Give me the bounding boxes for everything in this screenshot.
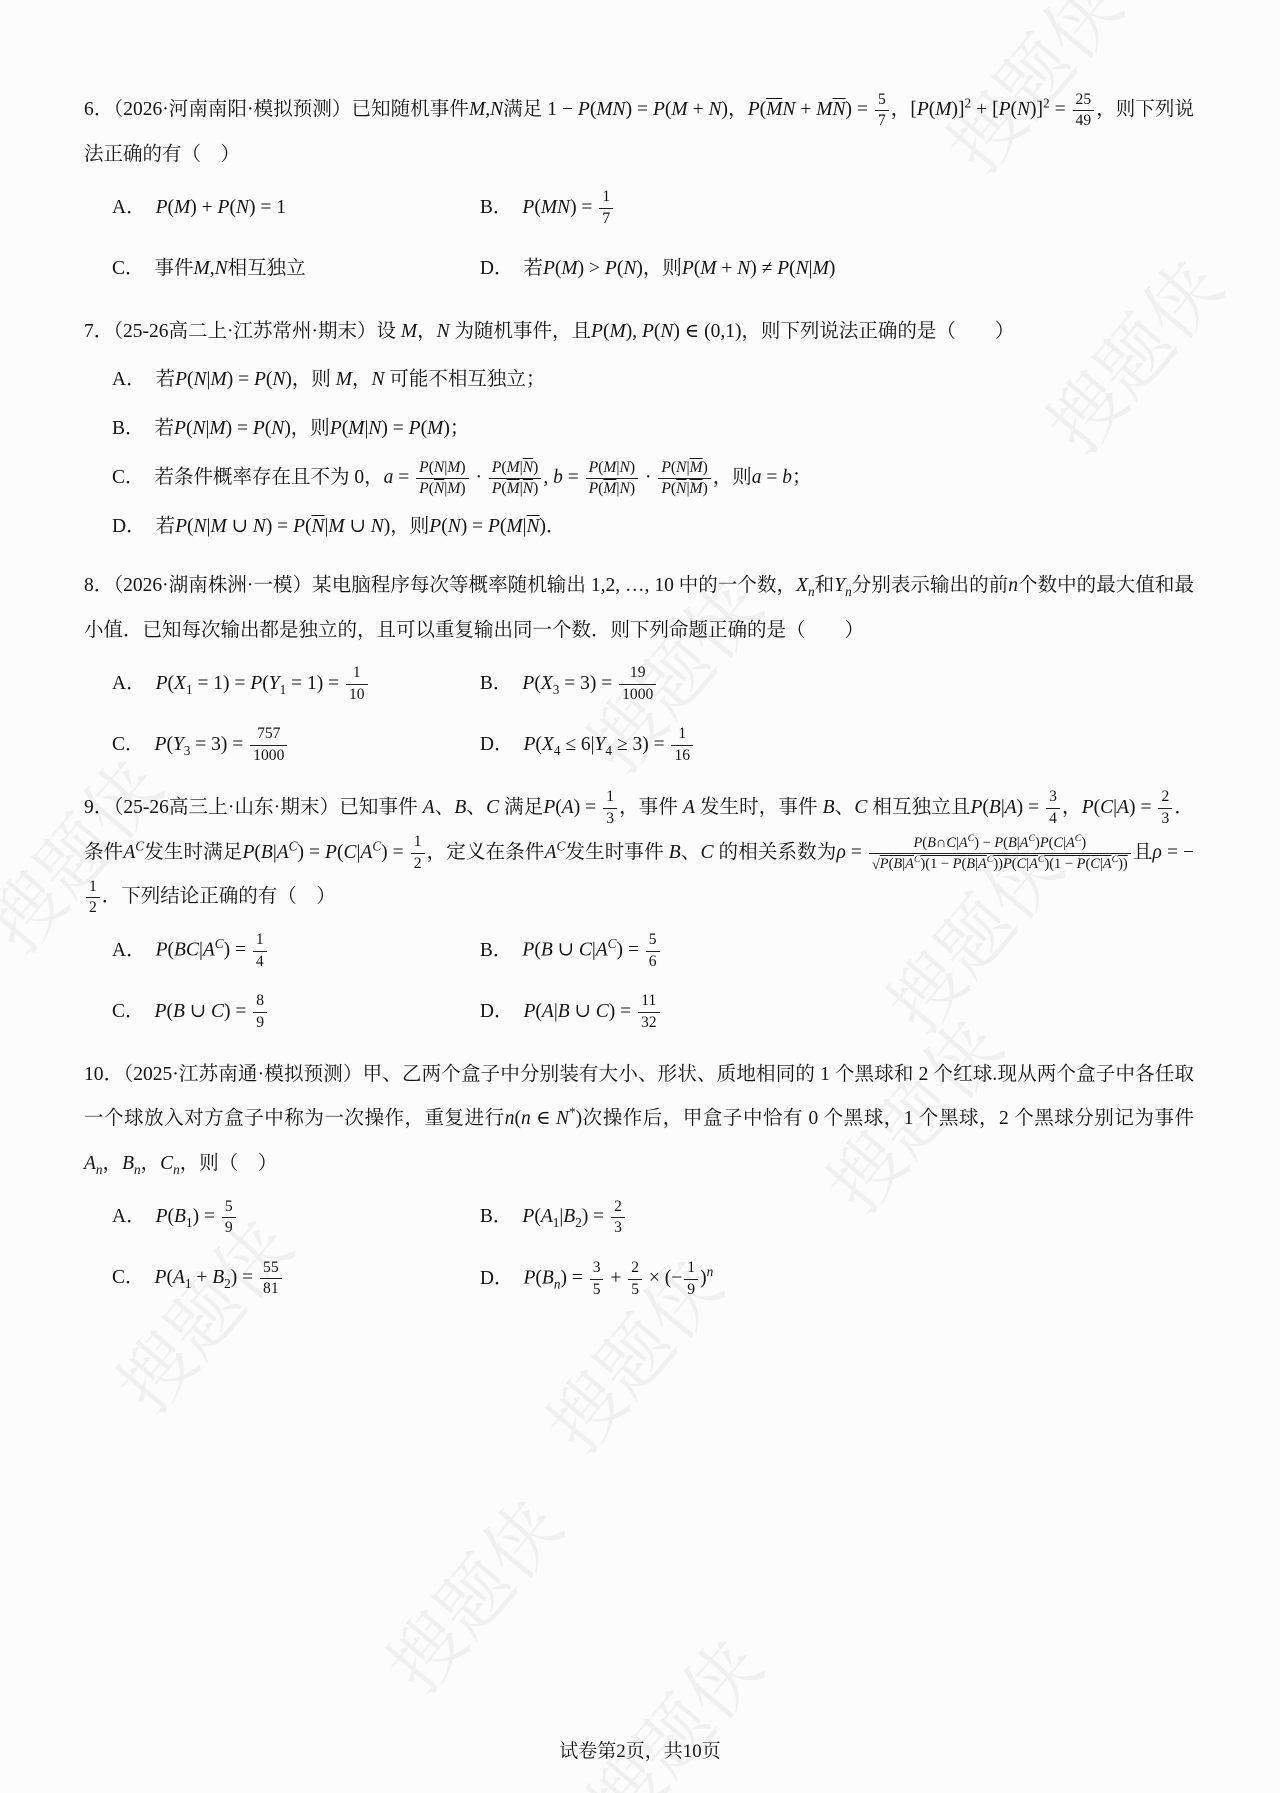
option-label: C． bbox=[112, 257, 145, 279]
option-A: A． $P(B_1)$ = $\frac{5}{9}$ bbox=[112, 1189, 480, 1246]
option-label: C． bbox=[112, 467, 145, 489]
option-label: C． bbox=[112, 1000, 145, 1022]
option-C: C． $P(Y_3 = 3)$ = $\frac{757}{1000}$ bbox=[112, 717, 480, 774]
option-C: C． 若条件概率存在且不为 0，a = $\frac{P(N|M)}{P(\overline{N}|M)}$ · $\frac{P(M|\overline{N})}{P(\overline{M}|\overline{N})}$ , b = $\frac{P(M|N)}{P(\overline{M}|N)}$ · $\frac{P(N|\overline{M})}{P(\overline{N}|\overline{M})}$ ，则a = b； bbox=[112, 458, 812, 498]
question-7 bbox=[84, 310, 1194, 553]
option-label: A． bbox=[112, 672, 146, 694]
option-label: B． bbox=[479, 196, 513, 218]
question-stem: 9．（25-26高三上·山东·期末）已知事件 A、B、C 满足P(A) = $\frac{1}{3}$ ，事件 A 发生时，事件 B、C 相互独立且P(B|A) = $\frac{3}{4}$ ，P(C|A) = $\frac{2}{3}$ ．条件$A^C$发生时满足$P(B|A^C) = P(C|A^C)$ = $\frac{1}{2}$ ，定义在条件$A^C$发生时事件 B、C 的相关系数为ρ = $\frac{P(B\cap C|A^C) - P(B|A^C)P(C|A^C)}{√P(B|A^C)(1 - P(B|A^C))P(C|A^C)(1 - P(C|A^C))}$ 且ρ = − $\frac{1}{2}$ ．下列结论正确的有（ ） bbox=[84, 788, 1194, 917]
option-C: C． $P(A_1 + B_2)$ = $\frac{55}{81}$ bbox=[112, 1250, 480, 1307]
watermark bbox=[559, 1614, 783, 1793]
option-label: D． bbox=[479, 1267, 514, 1289]
option-D: D． 若P(M) > P(N)，则P(M + N) ≠ P(N|M) bbox=[479, 257, 836, 279]
question-8 bbox=[84, 564, 1194, 774]
option-label: D． bbox=[479, 733, 514, 755]
question-stem: 8．（2026·湖南株洲·一模）某电脑程序每次等概率随机输出 1,2, …, 10 中的一个数，$X_n$和$Y_n$分别表示输出的前n个数中的最大值和最小值．已知每次输出都是独立的，且可以重复输出同一个数．则下列命题正确的是（ ） bbox=[84, 575, 1194, 641]
option-B: B． 若P(N|M) = P(N)，则P(M|N) = P(M)； bbox=[112, 418, 470, 440]
option-C: C． 事件M,N相互独立 bbox=[112, 257, 306, 279]
option-label: D． bbox=[112, 516, 146, 538]
options-group bbox=[112, 922, 1194, 1040]
options-group bbox=[112, 356, 1194, 552]
option-label: D． bbox=[479, 1000, 514, 1022]
option-label: A． bbox=[112, 196, 146, 218]
option-A: A． $P(X_1 = 1) = P(Y_1 = 1)$ = $\frac{1}{10}$ bbox=[112, 656, 480, 713]
question-9 bbox=[84, 786, 1194, 1041]
option-label: A． bbox=[112, 939, 146, 961]
option-D: D． 若P(N|M ∪ $N) = P(\overline{N}|M$ ∪ N)，则$P(N) = P(M|\overline{N})$． bbox=[112, 516, 566, 538]
options-group bbox=[112, 180, 1194, 298]
option-label: B． bbox=[479, 1206, 513, 1228]
option-label: B． bbox=[112, 418, 145, 440]
option-D: D． $P(B_n)$ = $\frac{3}{5}$ + $\frac{2}{5}$ × (− $\frac{1}{9}$ )$^n$ bbox=[479, 1259, 714, 1298]
option-D: D． $P(X_4 \le 6|Y_4 \ge 3)$ = $\frac{1}{16}$ bbox=[480, 717, 1194, 774]
option-A: A． 若P(N|M) = P(N)，则 M，N 可能不相互独立； bbox=[112, 369, 546, 391]
option-label: B． bbox=[479, 939, 513, 961]
option-A: A． P(M) + P(N) = 1 bbox=[112, 196, 286, 218]
option-label: A． bbox=[112, 1206, 146, 1228]
options-group bbox=[112, 656, 1194, 774]
option-B: B． P(MN) = $\frac{1}{7}$ bbox=[480, 180, 1194, 237]
option-label: A． bbox=[112, 369, 146, 391]
question-10 bbox=[84, 1053, 1194, 1308]
option-label: C． bbox=[112, 1267, 145, 1289]
question-stem: 7．（25-26高二上·江苏常州·期末）设 M，N 为随机事件，且P(M), P(N) ∈ (0,1)，则下列说法正确的是（ ） bbox=[84, 320, 1015, 342]
watermark bbox=[359, 1474, 583, 1712]
option-label: D． bbox=[479, 257, 514, 279]
question-stem: 10．（2025·江苏南通·模拟预测）甲、乙两个盒子中分别装有大小、形状、质地相同的 1 个黑球和 2 个红球.现从两个盒子中各任取一个球放入对方盒子中称为一次操作，重复进行n(n ∈ N*)次操作后，甲盒子中恰有 0 个黑球，1 个黑球，2 个黑球分别记为事件$A_n$，$B_n$，$C_n$，则（ ） bbox=[84, 1063, 1194, 1178]
option-B: B． P(B ∪ $C|A^C$) = $\frac{5}{6}$ bbox=[480, 922, 1194, 979]
option-label: C． bbox=[112, 733, 145, 755]
page-footer: 试卷第2页，共10页 bbox=[559, 1741, 721, 1762]
question-6 bbox=[84, 88, 1194, 298]
option-C: C． P(B ∪ C) = $\frac{8}{9}$ bbox=[112, 984, 480, 1041]
options-group bbox=[112, 1189, 1194, 1307]
option-A: A． $P(BC|A^C)$ = $\frac{1}{4}$ bbox=[112, 922, 480, 979]
question-stem: 6．（2026·河南南阳·模拟预测）已知随机事件M,N满足 1 − P(MN) = P(M + N)，$P(\overline{M}N + M\overline{N})$ = $\frac{5}{7}$ ，$[P(M)]^2 + [P(N)]^2$ = $\frac{25}{49}$ ，则下列说法正确的有（ ） bbox=[84, 90, 1194, 165]
option-B: B． $P(X_3 = 3)$ = $\frac{19}{1000}$ bbox=[480, 656, 1194, 713]
option-D: D． P(A|B ∪ C) = $\frac{11}{32}$ bbox=[480, 984, 1194, 1041]
option-label: B． bbox=[479, 672, 513, 694]
option-B: B． $P(A_1|B_2)$ = $\frac{2}{3}$ bbox=[480, 1189, 1194, 1246]
